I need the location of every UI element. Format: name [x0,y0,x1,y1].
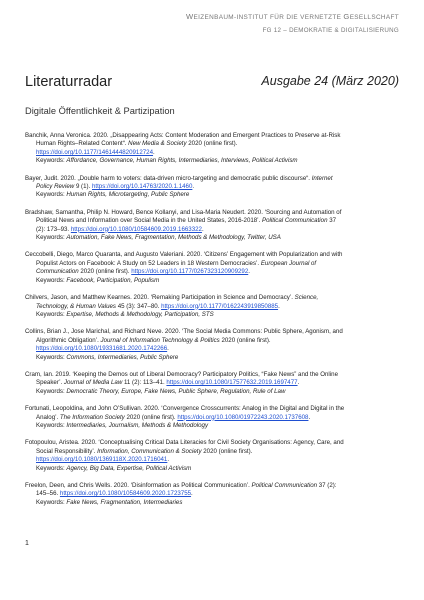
reference-entry: Bradshaw, Samantha, Philip N. Howard, Bence Kollanyi, and Lisa-Maria Neudert. 2020. ‘Sourcing and Automation of Political News and Information over Social Media in the United States, 2016-2018’. Political Communication 37 (2): 173–93. https://doi.org/10.1080/10584609.2019.1663322. Keywords: Automation, Fake News, Fragmentation, Methods & Methodology, Twitter, USA [25,208,342,242]
doi-link[interactable]: https://doi.org/10.1177/1461444820912724 [36,148,154,156]
doi-link[interactable]: https://doi.org/10.1080/17577632.2019.1697477 [166,379,298,387]
doi-link[interactable]: https://doi.org/10.1177/0267323120909292 [131,268,249,276]
reference-entry: Fotopoulou, Aristea. 2020. ‘Conceptualising Critical Data Literacies for Civil Society Organisations: Agency, Care, and Social Responsibility’. Information, Communication & Society 2020 (online first). https://doi.org/10.1080/1369118X.2020.1716041. Keywords: Agency, Big Data, Expertise, Political Activism [25,439,344,472]
keywords: Automation, Fake News, Fragmentation, Methods & Methodology, Twitter, USA [66,234,281,242]
page-number: 1 [25,540,29,547]
keywords: Facebook, Participation, Populism [66,276,160,284]
doi-link[interactable]: https://doi.org/10.1177/0162243919850885 [161,302,279,310]
keywords: Agency, Big Data, Expertise, Political Activism [66,464,192,472]
reference-entry: Freelon, Deen, and Chris Wells. 2020. ‘Disinformation as Political Communication’. Political Communication 37 (2): 145–56. https://doi.org/10.1080/10584609.2020.1723755. Keywords: Fake News, Fragmentation, Intermediaries [25,482,337,506]
doi-link[interactable]: https://doi.org/10.1080/19331681.2020.1742266 [36,345,168,353]
reference-entry: Cram, Ian. 2019. ‘Keeping the Demos out of Liberal Democracy? Participatory Politics, “Fake News” and the Online Speaker’. Journal of Media Law 11 (2): 113–41. https://doi.org/10.1080/17577632.2019.1697477. Keywords: Democratic Theory, Europe, Fake News, Public Sphere, Regulation, Rule of Law [25,370,338,395]
keywords: Affordance, Governance, Human Rights, Intermediaries, Interviews, Political Activism [66,157,298,165]
document-title: Literaturradar [25,74,113,90]
page-header [186,12,399,34]
institute-name: WEIZENBAUM-INSTITUT FÜR DIE VERNETZTE GESELLSCHAFT [186,12,399,21]
research-group: FG 12 – DEMOKRATIE & DIGITALISIERUNG [262,27,399,34]
keywords: Human Rights, Microtargeting, Public Sphere [66,191,190,199]
reference-entry: Chilvers, Jason, and Matthew Kearnes. 2020. ‘Remaking Participation in Science and Democracy’. Science, Technology, & Human Values 45 (3): 347–80. https://doi.org/10.1177/0162243919850885. Keywords: Expertise, Methods & Methodology, Participation, STS [25,294,319,318]
issue-label: Ausgabe 24 (März 2020) [261,74,399,88]
keywords: Democratic Theory, Europe, Fake News, Public Sphere, Regulation, Rule of Law [66,387,286,395]
doi-link[interactable]: https://doi.org/10.14763/2020.1.1460 [91,183,193,191]
reference-entry: Banchik, Anna Veronica. 2020. „Disappearing Acts: Content Moderation and Emergent Practices to Preserve at-Risk Human Rights–Related Content“. New Media & Society 2020 (online first). https://doi.org/10.1177/1461444820912724. Keywords: Affordance, Governance, Human Rights, Intermediaries, Interviews, Political Activism [25,132,341,165]
reference-entry: Fortunati, Leopoldina, and John O’Sullivan. 2020. ‘Convergence Crosscurrents: Analog in the Digital and Digital in the Analog’. The Information Society 2020 (online first). https://doi.org/10.1080/01972243.2020.1737608. Keywords: Intermediaries, Journalism, Methods & Methodology [25,405,345,429]
reference-entry: Collins, Brian J., Jose Marichal, and Richard Neve. 2020. ‘The Social Media Commons: Public Sphere, Agonism, and Algorithmic Obligation’. Journal of Information Technology & Politics 2020 (online first). https://doi.org/10.1080/19331681.2020.1742266. Keywords: Commons, Intermediaries, Public Sphere [25,328,343,361]
doi-link[interactable]: https://doi.org/10.1080/01972243.2020.1737608 [177,413,309,421]
reference-entry: Ceccobelli, Diego, Marco Quaranta, and Augusto Valeriani. 2020. ‘Citizens’ Engagement with Popularization and with Populist Actors on Facebook: A Study on 52 Leaders in 18 Western Democracies’. European Journal of Communication 2020 (online first). https://doi.org/10.1177/0267323120909292. Keywords: Facebook, Participation, Populism [25,251,343,284]
doi-link[interactable]: https://doi.org/10.1080/1369118X.2020.1716041 [36,456,168,464]
keywords: Commons, Intermediaries, Public Sphere [66,353,179,361]
reference-entry: Bayer, Judit. 2020. „Double harm to voters: data-driven micro-targeting and democratic public discourse“. Internet Policy Review 9 (1). https://doi.org/10.14763/2020.1.1460. Keywords: Human Rights, Microtargeting, Public Sphere [25,174,333,199]
doi-link[interactable]: https://doi.org/10.1080/10584609.2019.1663322 [70,225,202,233]
keywords: Expertise, Methods & Methodology, Participation, STS [66,310,214,318]
keywords: Fake News, Fragmentation, Intermediaries [66,498,183,506]
section-heading: Digitale Öffentlichkeit & Partizipation [25,106,175,116]
doi-link[interactable]: https://doi.org/10.1080/10584609.2020.1723755 [59,490,192,498]
keywords: Intermediaries, Journalism, Methods & Methodology [66,421,209,429]
title-bar [25,74,399,92]
reference-list [25,132,406,516]
